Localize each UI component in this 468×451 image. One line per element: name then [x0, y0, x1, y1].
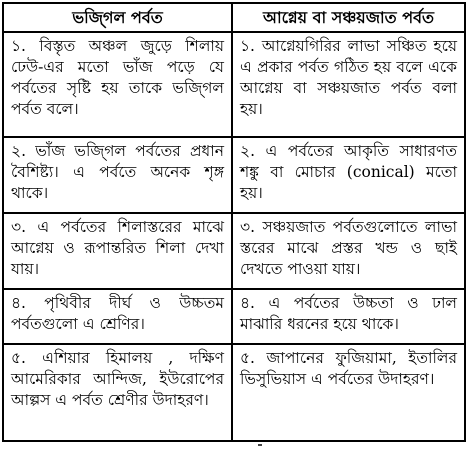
table-row	[3, 32, 465, 137]
header-volcanic-mountain: আগ্নেয় বা সঞ্চয়জাত পর্বত	[232, 3, 465, 32]
header-fold-mountain: ভজ্গিল পর্বত	[3, 3, 232, 32]
header-row	[3, 3, 465, 32]
stray-mark	[258, 444, 262, 446]
table-cell-fold: ৫. এশিয়ার হিমালয় , দক্ষিণ আমেরিকার আন্দিজ, ইউরোপের আল্পস এ পর্বত শ্রেণীর উদাহরণ।	[3, 344, 232, 441]
table-cell-volcanic: ৩. সঞ্চয়জাত পর্বতগুলোতে লাভা স্তরের মাঝে প্রস্তর খন্ড ও ছাই দেখতে পাওয়া যায়।	[232, 213, 465, 289]
table-cell-fold: ৪. পৃথিবীর দীর্ঘ ও উচ্চতম পর্বতগুলো এ শ্রেণির।	[3, 289, 232, 344]
table-row	[3, 344, 465, 441]
table-row	[3, 213, 465, 289]
table-cell-fold: ২. ভাঁজ ভজ্গিল পর্বতের প্রধান বৈশিষ্ট্য। এ পর্বতে অনেক শৃঙ্গ থাকে।	[3, 137, 232, 213]
table-cell-volcanic: ৪. এ পর্বতের উচ্চতা ও ঢাল মাঝারি ধরনের হয়ে থাকে।	[232, 289, 465, 344]
table-cell-volcanic: ২. এ পর্বতের আকৃতি সাধারণত শঙ্কু বা মোচার (conical) মতো হয়।	[232, 137, 465, 213]
table-cell-volcanic: ১. আগ্নেয়গিরির লাভা সঞ্চিত হয়ে এ প্রকার পর্বত গঠিত হয় বলে একে আগ্নেয় বা সঞ্চয়জাত পর্বত বলা হয়।	[232, 32, 465, 137]
table-row	[3, 137, 465, 213]
table-cell-fold: ১. বিস্তৃত অঞ্চল জুড়ে শিলায় ঢেউ-এর মতো ভাঁজ পড়ে যে পর্বতের সৃষ্টি হয় তাকে ভজ্গিল পর্বত বলে।	[3, 32, 232, 137]
comparison-table	[2, 2, 466, 442]
table-cell-fold: ৩. এ পর্বতের শিলাস্তরের মাঝে আগ্নেয় ও রূপান্তরিত শিলা দেখা যায়।	[3, 213, 232, 289]
table-row	[3, 289, 465, 344]
table-cell-volcanic: ৫. জাপানের ফুজিয়ামা, ইতালির ভিসুভিয়াস এ পর্বতের উদাহরণ।	[232, 344, 465, 441]
